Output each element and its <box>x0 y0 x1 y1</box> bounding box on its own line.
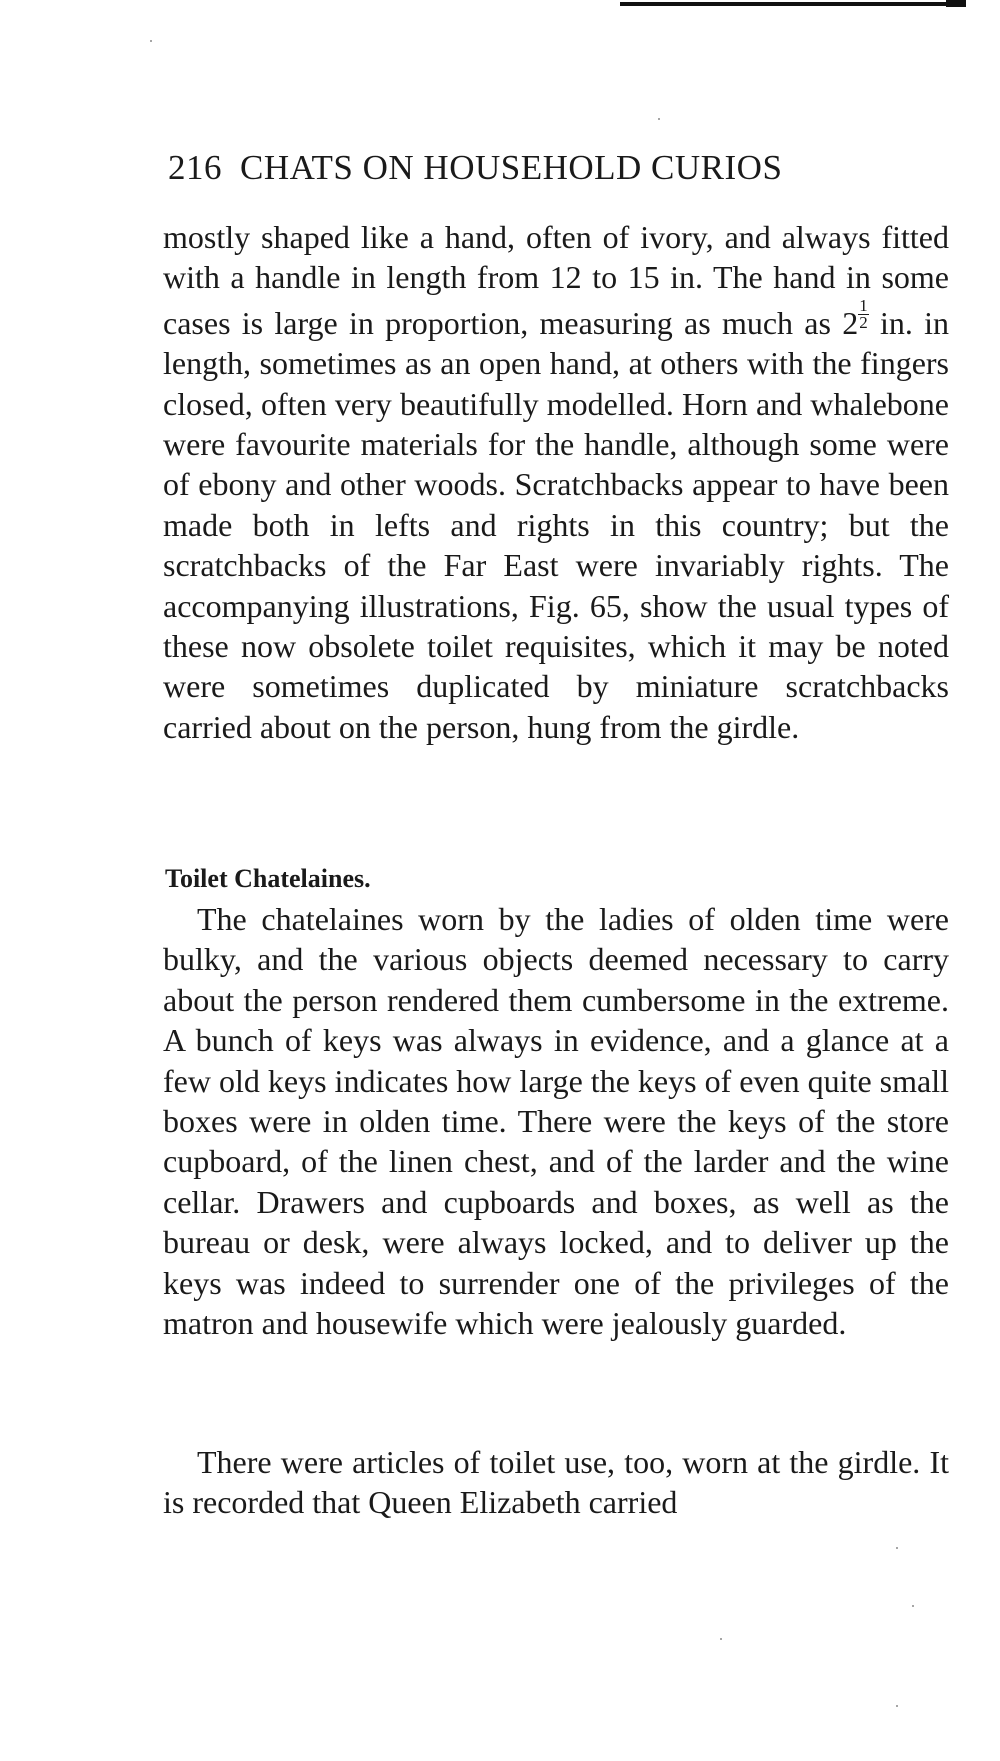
paper-speck <box>896 1705 898 1707</box>
paper-speck <box>150 40 152 42</box>
top-edge-rule-end <box>946 0 966 7</box>
paragraph-3: There were articles of toilet use, too, worn at the girdle. It is recorded that Queen Elizabeth carried <box>163 1444 949 1521</box>
section-heading: Toilet Chatelaines. <box>165 864 371 893</box>
paragraph-2: The chatelaines worn by the ladies of olden time were bulky, and the various objects deemed necessary to carry about the person rendered them cumbersome in the extreme. A bunch of keys was always in evidence, and a glance at a few old keys indicates how large the keys of even quite small boxes were in olden time. There were the keys of the store cupboard, of the linen chest, and of the larder and the wine cellar. Drawers and cupboards and boxes, as well as the bureau or desk, were always locked, and to deliver up the keys was indeed to surrender one of the privileges of the matron and housewife which were jealously guarded. <box>163 901 949 1342</box>
paper-speck <box>896 1547 898 1549</box>
fraction-one-half <box>858 295 869 332</box>
body-text-block-2 <box>163 899 949 1343</box>
running-header <box>168 143 948 193</box>
paper-speck <box>912 1605 914 1607</box>
paragraph-1-part-b: in. in length, sometimes as an open hand, at others with the fingers closed, often very beautifully modelled. Horn and whalebone were favourite materials for the handle, although some were of ebony and other woods. Scratchbacks appear to have been made both in lefts and rights in this country; but the scratchbacks of the Far East were invariably rights. The accompanying illustrations, Fig. 65, show the usual types of these now obsolete toilet requisites, which it may be noted were sometimes duplicated by miniature scratchbacks carried about on the person, hung from the girdle. <box>163 304 950 745</box>
running-title: CHATS ON HOUSEHOLD CURIOS <box>240 148 783 187</box>
fraction-numerator: 1 <box>859 295 868 315</box>
fraction-denominator: 2 <box>859 312 868 332</box>
paper-speck <box>720 1638 722 1640</box>
paper-speck <box>658 118 660 120</box>
paragraph-1 <box>163 217 949 747</box>
body-text-block-1 <box>163 217 949 747</box>
paragraph-1-part-a: mostly shaped like a hand, often of ivory, and always fitted with a handle in length from 12 to 15 in. The hand in some cases is large in proportion, measuring as much as 2 <box>163 219 949 341</box>
page-number: 216 <box>168 148 222 187</box>
top-edge-rule <box>620 2 962 6</box>
body-text-block-3 <box>163 1442 949 1523</box>
